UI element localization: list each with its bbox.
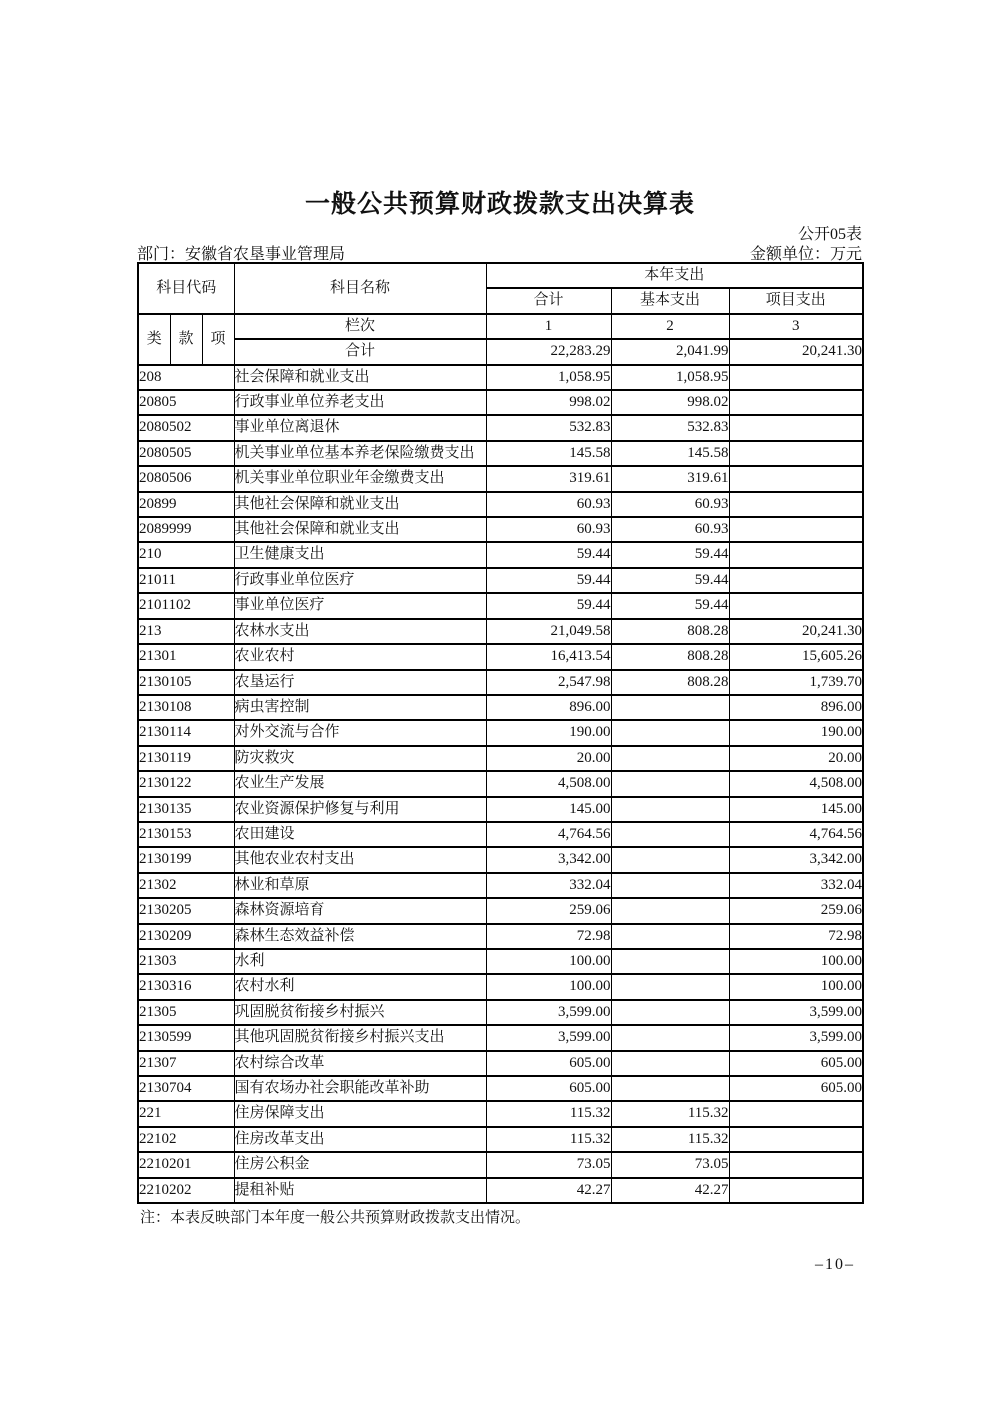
cell-total: 72.98 <box>486 924 611 949</box>
cell-project: 605.00 <box>729 1076 863 1101</box>
cell-subject-name: 水利 <box>234 949 486 974</box>
cell-subject-code: 2130205 <box>138 898 234 923</box>
cell-total: 319.61 <box>486 466 611 491</box>
table-row <box>138 390 863 415</box>
cell-basic <box>611 720 729 745</box>
table-row <box>138 822 863 847</box>
cell-subject-name: 其他农业农村支出 <box>234 847 486 872</box>
meta-row <box>137 241 862 264</box>
cell-total: 59.44 <box>486 542 611 567</box>
header-col-no-1: 1 <box>486 314 611 339</box>
cell-subject-name: 防灾救灾 <box>234 746 486 771</box>
cell-basic <box>611 1025 729 1050</box>
cell-subject-code: 21302 <box>138 873 234 898</box>
table-row <box>138 847 863 872</box>
cell-total: 145.00 <box>486 797 611 822</box>
cell-subject-name: 病虫害控制 <box>234 695 486 720</box>
table-row <box>138 644 863 669</box>
cell-subject-name: 农业农村 <box>234 644 486 669</box>
cell-total: 145.58 <box>486 441 611 466</box>
header-row-3 <box>138 314 863 339</box>
cell-subject-name: 其他社会保障和就业支出 <box>234 517 486 542</box>
grand-total-row <box>138 339 863 364</box>
table-row <box>138 1025 863 1050</box>
cell-total: 59.44 <box>486 593 611 618</box>
cell-project <box>729 568 863 593</box>
cell-basic <box>611 822 729 847</box>
table-row <box>138 797 863 822</box>
cell-total: 73.05 <box>486 1152 611 1177</box>
cell-total: 190.00 <box>486 720 611 745</box>
cell-project: 20,241.30 <box>729 619 863 644</box>
cell-subject-code: 21303 <box>138 949 234 974</box>
cell-basic <box>611 974 729 999</box>
cell-basic: 59.44 <box>611 568 729 593</box>
table-row <box>138 1000 863 1025</box>
table-row <box>138 517 863 542</box>
table-row <box>138 1178 863 1203</box>
cell-subject-code: 2101102 <box>138 593 234 618</box>
cell-subject-code: 2130135 <box>138 797 234 822</box>
cell-total: 332.04 <box>486 873 611 898</box>
table-row <box>138 924 863 949</box>
table-row <box>138 974 863 999</box>
table-row <box>138 898 863 923</box>
cell-subject-code: 2130316 <box>138 974 234 999</box>
cell-project <box>729 492 863 517</box>
cell-total: 3,342.00 <box>486 847 611 872</box>
table-row <box>138 949 863 974</box>
header-current-year: 本年支出 <box>486 263 863 288</box>
cell-subject-code: 21307 <box>138 1051 234 1076</box>
cell-project: 4,508.00 <box>729 771 863 796</box>
table-row <box>138 619 863 644</box>
cell-project: 3,342.00 <box>729 847 863 872</box>
cell-basic <box>611 771 729 796</box>
cell-subject-code: 208 <box>138 365 234 390</box>
table-row <box>138 593 863 618</box>
cell-subject-name: 巩固脱贫衔接乡村振兴 <box>234 1000 486 1025</box>
header-col-item: 项 <box>202 314 234 365</box>
cell-total: 3,599.00 <box>486 1025 611 1050</box>
cell-basic <box>611 1076 729 1101</box>
cell-subject-name: 事业单位离退休 <box>234 415 486 440</box>
cell-basic: 1,058.95 <box>611 365 729 390</box>
cell-basic: 60.93 <box>611 492 729 517</box>
cell-subject-code: 2130122 <box>138 771 234 796</box>
cell-project <box>729 517 863 542</box>
cell-project: 332.04 <box>729 873 863 898</box>
cell-total: 4,508.00 <box>486 771 611 796</box>
cell-total: 605.00 <box>486 1076 611 1101</box>
table-row <box>138 771 863 796</box>
cell-subject-name: 农林水支出 <box>234 619 486 644</box>
cell-total: 60.93 <box>486 492 611 517</box>
cell-project: 145.00 <box>729 797 863 822</box>
cell-project: 190.00 <box>729 720 863 745</box>
page-title: 一般公共预算财政拨款支出决算表 <box>304 190 695 218</box>
cell-project: 896.00 <box>729 695 863 720</box>
table-row <box>138 720 863 745</box>
budget-table <box>137 262 864 1204</box>
cell-subject-code: 210 <box>138 542 234 567</box>
header-project: 项目支出 <box>729 288 863 313</box>
cell-project <box>729 542 863 567</box>
cell-project <box>729 441 863 466</box>
cell-total: 1,058.95 <box>486 365 611 390</box>
cell-subject-code: 2130119 <box>138 746 234 771</box>
cell-project: 3,599.00 <box>729 1025 863 1050</box>
cell-subject-name: 森林资源培育 <box>234 898 486 923</box>
table-row <box>138 365 863 390</box>
form-label: 公开05表 <box>797 226 862 243</box>
cell-subject-code: 21305 <box>138 1000 234 1025</box>
cell-subject-code: 20899 <box>138 492 234 517</box>
cell-total: 259.06 <box>486 898 611 923</box>
table-row <box>138 415 863 440</box>
cell-subject-code: 2130105 <box>138 670 234 695</box>
cell-basic <box>611 1051 729 1076</box>
cell-total: 3,599.00 <box>486 1000 611 1025</box>
header-basic: 基本支出 <box>611 288 729 313</box>
cell-total: 998.02 <box>486 390 611 415</box>
cell-project: 4,764.56 <box>729 822 863 847</box>
cell-subject-name: 住房保障支出 <box>234 1101 486 1126</box>
cell-subject-code: 2089999 <box>138 517 234 542</box>
table-row <box>138 1152 863 1177</box>
header-col-no-2: 2 <box>611 314 729 339</box>
header-column-index-label: 栏次 <box>234 314 486 339</box>
cell-subject-name: 农村水利 <box>234 974 486 999</box>
cell-subject-code: 21011 <box>138 568 234 593</box>
header-col-no-3: 3 <box>729 314 863 339</box>
cell-subject-code: 2130599 <box>138 1025 234 1050</box>
footnote: 注：本表反映部门本年度一般公共预算财政拨款支出情况。 <box>140 1210 531 1226</box>
cell-subject-name: 农垦运行 <box>234 670 486 695</box>
cell-subject-code: 21301 <box>138 644 234 669</box>
cell-project: 1,739.70 <box>729 670 863 695</box>
table-row <box>138 746 863 771</box>
cell-total: 100.00 <box>486 974 611 999</box>
cell-basic <box>611 898 729 923</box>
cell-project: 72.98 <box>729 924 863 949</box>
cell-subject-name: 行政事业单位医疗 <box>234 568 486 593</box>
cell-subject-name: 其他巩固脱贫衔接乡村振兴支出 <box>234 1025 486 1050</box>
cell-subject-name: 机关事业单位基本养老保险缴费支出 <box>234 441 486 466</box>
cell-basic: 808.28 <box>611 644 729 669</box>
cell-subject-name: 事业单位医疗 <box>234 593 486 618</box>
cell-project <box>729 365 863 390</box>
cell-project: 3,599.00 <box>729 1000 863 1025</box>
table-row <box>138 568 863 593</box>
cell-basic: 73.05 <box>611 1152 729 1177</box>
cell-subject-name: 林业和草原 <box>234 873 486 898</box>
cell-total: 59.44 <box>486 568 611 593</box>
cell-basic: 60.93 <box>611 517 729 542</box>
cell-subject-code: 22102 <box>138 1127 234 1152</box>
cell-total: 115.32 <box>486 1101 611 1126</box>
cell-basic: 145.58 <box>611 441 729 466</box>
header-subject-name: 科目名称 <box>234 263 486 314</box>
cell-total: 532.83 <box>486 415 611 440</box>
cell-basic <box>611 746 729 771</box>
cell-subject-name: 农业生产发展 <box>234 771 486 796</box>
cell-basic: 808.28 <box>611 619 729 644</box>
cell-total: 16,413.54 <box>486 644 611 669</box>
cell-project: 259.06 <box>729 898 863 923</box>
cell-total: 42.27 <box>486 1178 611 1203</box>
grand-total-label: 合计 <box>234 339 486 364</box>
grand-total-project: 20,241.30 <box>729 339 863 364</box>
cell-subject-code: 20805 <box>138 390 234 415</box>
cell-subject-name: 卫生健康支出 <box>234 542 486 567</box>
cell-subject-code: 2130209 <box>138 924 234 949</box>
cell-total: 100.00 <box>486 949 611 974</box>
cell-subject-name: 农田建设 <box>234 822 486 847</box>
cell-total: 605.00 <box>486 1051 611 1076</box>
table-row <box>138 466 863 491</box>
cell-subject-code: 2130108 <box>138 695 234 720</box>
cell-basic: 59.44 <box>611 593 729 618</box>
header-col-class: 类 <box>138 314 170 365</box>
table-row <box>138 492 863 517</box>
header-col-section: 款 <box>170 314 202 365</box>
cell-total: 60.93 <box>486 517 611 542</box>
cell-basic: 998.02 <box>611 390 729 415</box>
table-row <box>138 1101 863 1126</box>
table-row <box>138 873 863 898</box>
cell-basic: 42.27 <box>611 1178 729 1203</box>
cell-subject-code: 2080506 <box>138 466 234 491</box>
cell-total: 21,049.58 <box>486 619 611 644</box>
table-row <box>138 1051 863 1076</box>
cell-subject-code: 2130199 <box>138 847 234 872</box>
cell-project <box>729 1127 863 1152</box>
cell-project: 15,605.26 <box>729 644 863 669</box>
table-row <box>138 670 863 695</box>
cell-project <box>729 593 863 618</box>
cell-basic <box>611 1000 729 1025</box>
cell-subject-code: 2080502 <box>138 415 234 440</box>
cell-subject-name: 提租补贴 <box>234 1178 486 1203</box>
cell-subject-name: 机关事业单位职业年金缴费支出 <box>234 466 486 491</box>
cell-basic <box>611 695 729 720</box>
cell-project: 100.00 <box>729 974 863 999</box>
unit-label: 金额单位：万元 <box>749 246 862 263</box>
cell-subject-code: 2080505 <box>138 441 234 466</box>
cell-subject-code: 213 <box>138 619 234 644</box>
cell-subject-code: 2210201 <box>138 1152 234 1177</box>
cell-basic: 115.32 <box>611 1101 729 1126</box>
header-row-1 <box>138 263 863 288</box>
grand-total-total: 22,283.29 <box>486 339 611 364</box>
cell-basic <box>611 873 729 898</box>
cell-subject-name: 住房改革支出 <box>234 1127 486 1152</box>
cell-total: 115.32 <box>486 1127 611 1152</box>
cell-total: 4,764.56 <box>486 822 611 847</box>
header-subject-code: 科目代码 <box>138 263 234 314</box>
cell-project <box>729 415 863 440</box>
cell-total: 20.00 <box>486 746 611 771</box>
table-row <box>138 695 863 720</box>
cell-basic <box>611 924 729 949</box>
cell-project: 20.00 <box>729 746 863 771</box>
cell-basic: 319.61 <box>611 466 729 491</box>
header-total: 合计 <box>486 288 611 313</box>
page-number: –10– <box>815 1256 855 1273</box>
cell-basic: 808.28 <box>611 670 729 695</box>
cell-project <box>729 466 863 491</box>
department-label: 部门：安徽省农垦事业管理局 <box>137 246 346 263</box>
cell-basic: 59.44 <box>611 542 729 567</box>
cell-subject-code: 2130704 <box>138 1076 234 1101</box>
cell-total: 2,547.98 <box>486 670 611 695</box>
cell-project <box>729 390 863 415</box>
cell-subject-name: 农村综合改革 <box>234 1051 486 1076</box>
cell-project: 100.00 <box>729 949 863 974</box>
table-body <box>138 365 863 1203</box>
table-row <box>138 542 863 567</box>
cell-total: 896.00 <box>486 695 611 720</box>
cell-subject-code: 2130114 <box>138 720 234 745</box>
cell-project <box>729 1178 863 1203</box>
cell-subject-name: 对外交流与合作 <box>234 720 486 745</box>
cell-subject-code: 2130153 <box>138 822 234 847</box>
table-row <box>138 1076 863 1101</box>
cell-basic <box>611 797 729 822</box>
cell-subject-name: 国有农场办社会职能改革补助 <box>234 1076 486 1101</box>
cell-subject-name: 行政事业单位养老支出 <box>234 390 486 415</box>
cell-subject-code: 221 <box>138 1101 234 1126</box>
cell-subject-code: 2210202 <box>138 1178 234 1203</box>
cell-subject-name: 其他社会保障和就业支出 <box>234 492 486 517</box>
cell-subject-name: 森林生态效益补偿 <box>234 924 486 949</box>
cell-basic <box>611 949 729 974</box>
cell-project <box>729 1101 863 1126</box>
cell-subject-name: 住房公积金 <box>234 1152 486 1177</box>
cell-basic: 532.83 <box>611 415 729 440</box>
cell-project: 605.00 <box>729 1051 863 1076</box>
table-row <box>138 1127 863 1152</box>
cell-basic: 115.32 <box>611 1127 729 1152</box>
cell-subject-name: 社会保障和就业支出 <box>234 365 486 390</box>
grand-total-basic: 2,041.99 <box>611 339 729 364</box>
table-row <box>138 441 863 466</box>
cell-project <box>729 1152 863 1177</box>
cell-basic <box>611 847 729 872</box>
cell-subject-name: 农业资源保护修复与利用 <box>234 797 486 822</box>
